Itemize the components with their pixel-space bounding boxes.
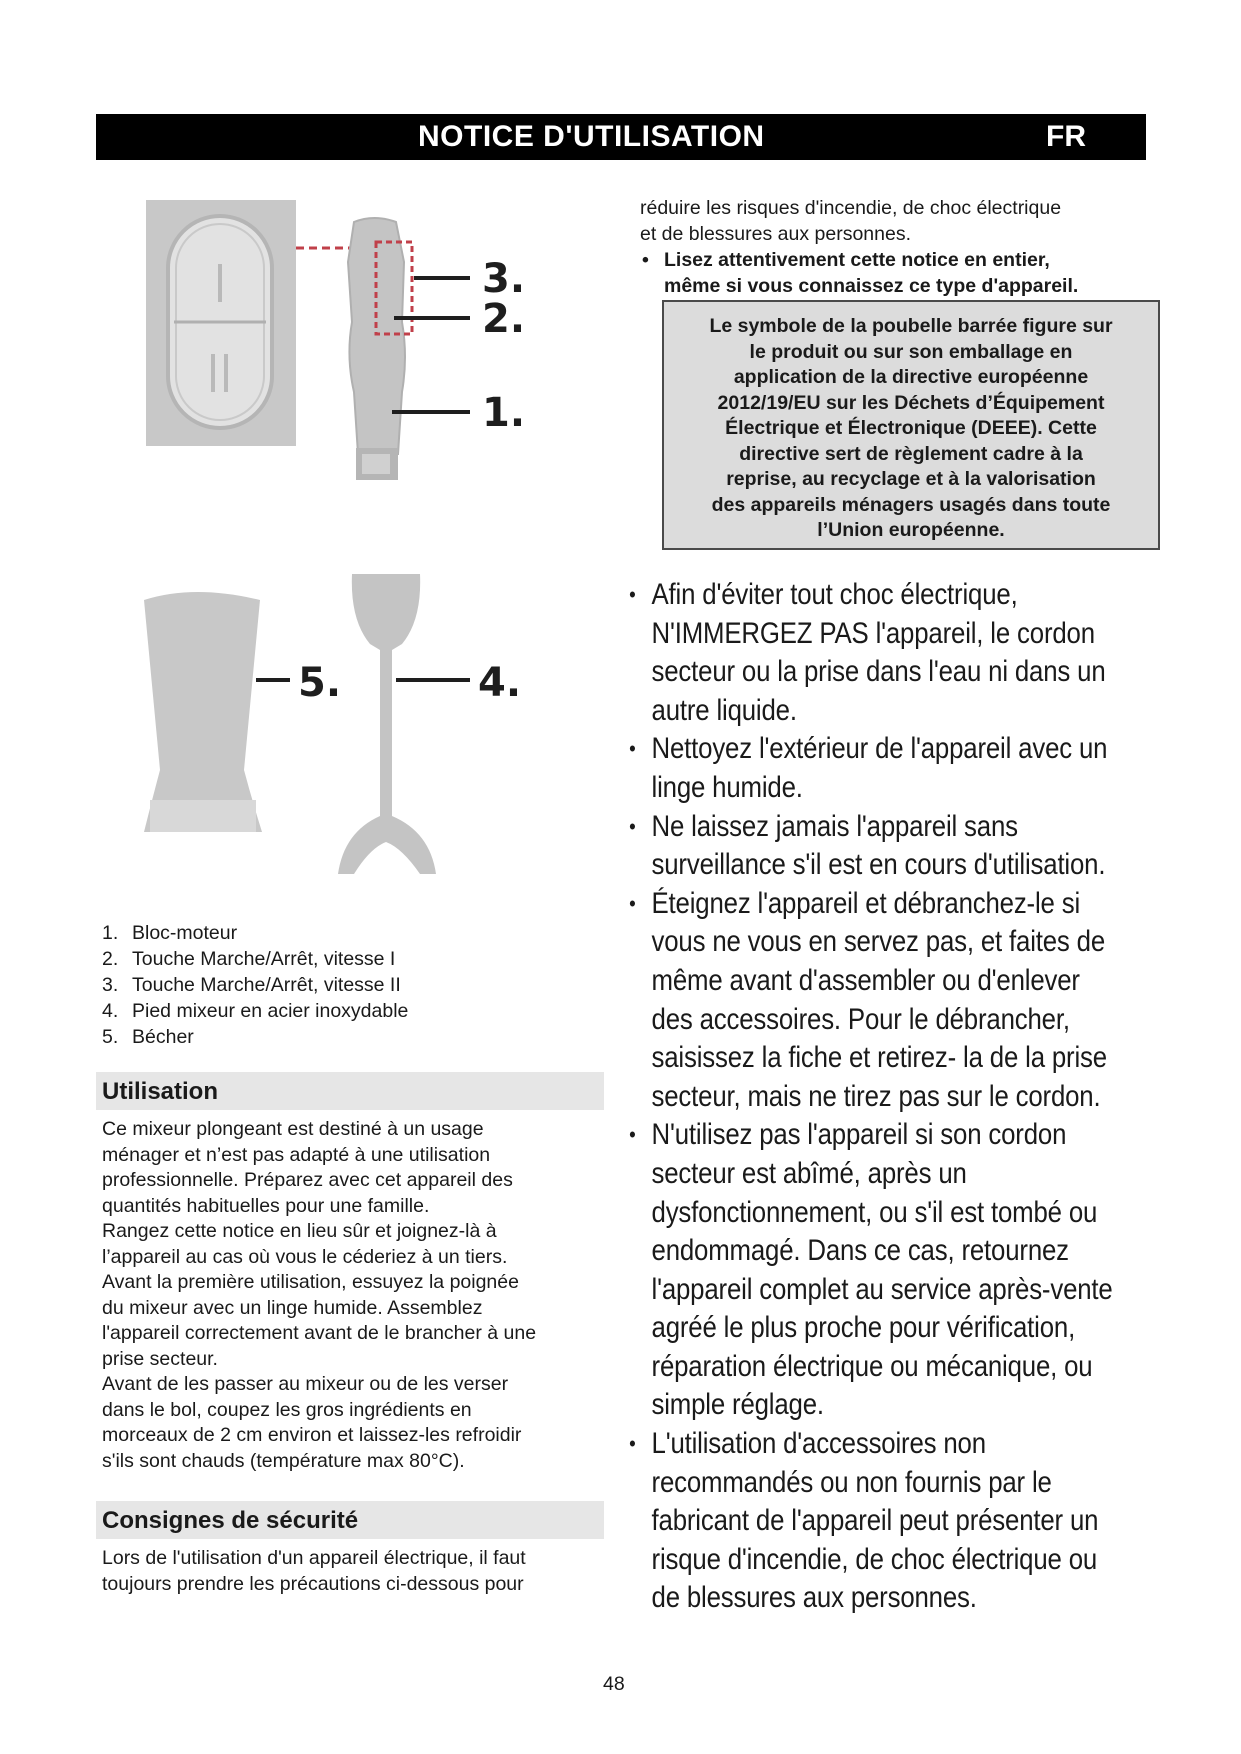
list-item: 3. Touche Marche/Arrêt, vitesse II <box>102 974 401 996</box>
label-1: 1. <box>482 390 526 436</box>
label-3: 3. <box>482 256 526 302</box>
safety-bullet-list <box>624 576 1113 1618</box>
motor-block-figure <box>140 192 560 562</box>
list-item: • Afin d'éviter tout choc électrique, N'IMMERGEZ PAS l'appareil, le cordon secteur ou la prise dans l'eau ni dans un autre liquide. <box>624 576 1202 730</box>
header-bar <box>96 114 1146 160</box>
label-4: 4. <box>478 660 522 706</box>
list-item: • Éteignez l'appareil et débranchez-le si vous ne vous en servez pas, et faites de même avant d'assembler ou d'enlever des accessoires. Pour le débrancher, saisissez la fiche et retirez- la de la prise secteur, mais ne tirez pas sur le cordon. <box>624 885 1202 1117</box>
utilisation-paragraph: Ce mixeur plongeant est destiné à un usage ménager et n’est pas adapté à une utilisation professionnelle. Préparez avec cet appareil des quantités habituelles pour une famille. Rangez cette notice en lieu sûr et joignez-là à l’appareil au cas où vous le céderiez à un tiers. Avant la première utilisation, essuyez la poignée du mixeur avec un linge humide. Assemblez l'appareil correctement avant de le brancher à une prise secteur. Avant de les passer au mixeur ou de les verser dans le bol, coupez les gros ingrédients en morceaux de 2 cm environ et laissez-les refroidir s'ils sont chauds (température max 80°C). <box>102 1118 537 1472</box>
label-2: 2. <box>482 296 526 342</box>
weee-notice-box: Le symbole de la poubelle barrée figure sur le produit ou sur son emballage en application de la directive européenne 2012/19/EU sur les Déchets d’Équipement Électrique et Électronique (DEEE). Cette directive sert de règlement cadre à la reprise, au recyclage et à la valorisation des appareils ménagers usagés dans toute l’Union européenne. <box>662 300 1160 550</box>
beaker-shape <box>144 592 262 832</box>
list-item: 5. Bécher <box>102 1026 194 1048</box>
list-item: • N'utilisez pas l'appareil si son cordon secteur est abîmé, après un dysfonctionnement, ou s'il est tombé ou endommagé. Dans ce cas, retournez l'appareil complet au service après-vente agréé le plus proche pour vérification, réparation électrique ou mécanique, ou simple réglage. <box>624 1116 1202 1425</box>
list-item: • L'utilisation d'accessoires non recommandés ou non fournis par le fabricant de l'appareil peut présenter un risque d'incendie, de choc électrique ou de blessures aux personnes. <box>624 1425 1202 1618</box>
list-item: 1. Bloc-moteur <box>102 922 238 944</box>
label-5: 5. <box>298 660 342 706</box>
list-item: • Nettoyez l'extérieur de l'appareil avec un linge humide. <box>624 730 1202 807</box>
beaker-and-foot-figure <box>140 570 560 910</box>
list-item: • Ne laissez jamais l'appareil sans surveillance s'il est en cours d'utilisation. <box>624 808 1202 885</box>
section-heading-utilisation: Utilisation <box>96 1072 604 1110</box>
continued-paragraph: réduire les risques d'incendie, de choc électrique et de blessures aux personnes. <box>640 197 1062 245</box>
list-item: 2. Touche Marche/Arrêt, vitesse I <box>102 948 396 970</box>
list-item: • Lisez attentivement cette notice en entier, même si vous connaissez ce type d'appareil. <box>640 248 1145 299</box>
page-title: NOTICE D'UTILISATION <box>418 120 765 153</box>
page-number: 48 <box>603 1673 625 1695</box>
section-heading-consignes: Consignes de sécurité <box>96 1501 604 1539</box>
list-item: 4. Pied mixeur en acier inoxydable <box>102 1000 409 1022</box>
language-code: FR <box>1046 120 1086 153</box>
consignes-paragraph: Lors de l'utilisation d'un appareil électrique, il faut toujours prendre les précautions ci-dessous pour <box>102 1547 526 1595</box>
blender-foot-shape <box>338 574 436 874</box>
parts-list <box>100 920 600 1050</box>
bold-bullet-list <box>640 248 1145 299</box>
